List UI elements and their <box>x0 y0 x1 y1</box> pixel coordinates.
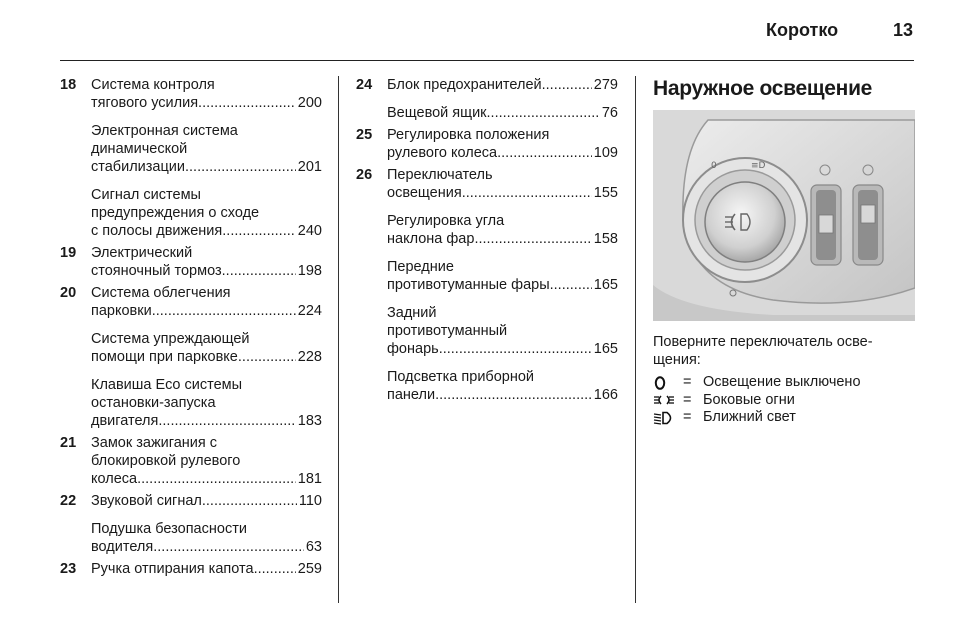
legend-row-off: = Освещение выключено <box>653 374 861 392</box>
entry-leader-line <box>387 276 618 294</box>
entry-text: динамической <box>91 141 188 157</box>
entry-leader-line <box>91 158 322 176</box>
dot-leader <box>202 492 297 510</box>
page-reference[interactable]: 279 <box>593 77 618 93</box>
index-column-1 <box>60 76 322 582</box>
page-reference[interactable]: 181 <box>297 471 322 487</box>
entry-text: Регулировка положения <box>387 127 550 143</box>
page-reference[interactable]: 228 <box>297 349 322 365</box>
entry-text: Система контроля <box>91 77 215 93</box>
page-reference[interactable]: 224 <box>297 303 322 319</box>
dot-leader <box>222 222 296 240</box>
entry-text: Клавиша Eco системы <box>91 377 243 393</box>
entry-leader-line <box>91 302 322 320</box>
page-reference[interactable]: 201 <box>297 159 322 175</box>
entry-text: предупреждения о сходе <box>91 205 260 221</box>
running-header-title: Коротко <box>766 20 839 40</box>
entry-text: Звуковой сигнал <box>91 493 202 509</box>
index-entry <box>60 434 322 488</box>
dot-leader <box>474 230 591 248</box>
entry-text: Ручка отпирания капота <box>91 561 254 577</box>
entry-leader-line <box>387 340 618 358</box>
index-entry <box>356 76 618 94</box>
entry-text: двигателя <box>91 413 159 429</box>
dot-leader <box>238 348 296 366</box>
entry-text: Задний <box>387 305 437 321</box>
legend-row-low-beam: = Ближний свет <box>653 409 861 427</box>
index-entry <box>60 560 322 578</box>
page-reference[interactable]: 183 <box>297 413 322 429</box>
entry-leader-line <box>91 94 322 112</box>
entry-text: освещения <box>387 185 462 201</box>
entry-text: Переключатель <box>387 167 493 183</box>
entry-leader-line <box>387 76 618 94</box>
index-entry <box>356 166 618 202</box>
light-switch-illustration <box>653 110 915 321</box>
legend-text-low-beam: Ближний свет <box>703 409 796 425</box>
low-beam-icon <box>653 411 683 425</box>
entry-text: Регулировка угла <box>387 213 505 229</box>
dot-leader <box>152 302 296 320</box>
page-reference[interactable]: 198 <box>297 263 322 279</box>
dot-leader <box>439 340 592 358</box>
entry-leader-line <box>387 230 618 248</box>
callout-number: 20 <box>60 285 77 301</box>
dot-leader <box>185 158 296 176</box>
entry-leader-line <box>91 412 322 430</box>
page-reference[interactable]: 109 <box>593 145 618 161</box>
entry-leader-line <box>91 492 322 510</box>
dot-leader <box>158 412 295 430</box>
index-entry <box>60 284 322 320</box>
entry-text: Блок предохранителей <box>387 77 542 93</box>
entry-leader-line <box>91 222 322 240</box>
index-entry <box>60 376 322 430</box>
page-reference[interactable]: 165 <box>593 277 618 293</box>
entry-leader-line <box>91 560 322 578</box>
index-entry <box>60 520 322 556</box>
entry-text: с полосы движения <box>91 223 223 239</box>
entry-leader-line <box>387 184 618 202</box>
index-entry <box>356 258 618 294</box>
callout-number: 21 <box>60 435 77 451</box>
dot-leader <box>222 262 296 280</box>
page-reference[interactable]: 76 <box>601 105 618 121</box>
side-lights-icon <box>653 393 683 407</box>
column-divider <box>635 76 636 603</box>
entry-text: Передние <box>387 259 454 275</box>
page-reference[interactable]: 158 <box>593 231 618 247</box>
entry-text: Подушка безопасности <box>91 521 247 537</box>
index-entry <box>356 368 618 404</box>
column-divider <box>338 76 339 603</box>
page-reference[interactable]: 63 <box>305 539 322 555</box>
callout-number: 26 <box>356 167 373 183</box>
dot-leader <box>254 560 296 578</box>
legend-text-off: Освещение выключено <box>703 374 861 390</box>
page-reference[interactable]: 240 <box>297 223 322 239</box>
entry-text: Система облегчения <box>91 285 231 301</box>
entry-leader-line <box>387 104 618 122</box>
index-entry <box>356 104 618 122</box>
entry-text: Электрический <box>91 245 193 261</box>
index-entry <box>60 76 322 112</box>
light-switch-drawing <box>653 110 915 321</box>
dot-leader <box>435 386 592 404</box>
index-entry <box>356 212 618 248</box>
dial-label-lowbeam: ≡D <box>751 161 766 171</box>
entry-text: панели <box>387 387 436 403</box>
dot-leader <box>550 276 592 294</box>
callout-number: 19 <box>60 245 77 261</box>
index-entry <box>356 304 618 358</box>
callout-number: 18 <box>60 77 77 93</box>
entry-text: Сигнал системы <box>91 187 201 203</box>
dial-label-off: 0 <box>711 161 717 171</box>
entry-text: водителя <box>91 539 154 555</box>
page-number: 13 <box>893 20 914 40</box>
callout-number: 22 <box>60 493 77 509</box>
section-description: Поверните переключатель осве- щения: <box>653 334 873 368</box>
entry-leader-line <box>387 144 618 162</box>
legend-text-side-lights: Боковые огни <box>703 391 795 408</box>
entry-text: фонарь <box>387 341 439 357</box>
index-entry <box>60 122 322 176</box>
entry-text: парковки <box>91 303 152 319</box>
page-reference[interactable]: 200 <box>297 95 322 111</box>
dot-leader <box>497 144 592 162</box>
index-entry <box>60 330 322 366</box>
callout-number: 23 <box>60 561 77 577</box>
index-entry <box>60 244 322 280</box>
symbol-legend <box>653 374 861 427</box>
entry-text: Система упреждающей <box>91 331 250 347</box>
entry-text: стояночный тормоз <box>91 263 222 279</box>
callout-number: 25 <box>356 127 373 143</box>
entry-text: колеса <box>91 471 138 487</box>
index-entry <box>60 492 322 510</box>
entry-text: помощи при парковке <box>91 349 238 365</box>
entry-text: наклона фар <box>387 231 475 247</box>
entry-leader-line <box>91 538 322 556</box>
entry-text: Замок зажигания с <box>91 435 218 451</box>
page-reference[interactable]: 165 <box>593 341 618 357</box>
entry-text: противотуманный <box>387 323 508 339</box>
off-symbol-icon <box>653 376 683 390</box>
entry-text: остановки-запуска <box>91 395 216 411</box>
entry-leader-line <box>91 470 322 488</box>
index-column-2 <box>356 76 618 408</box>
index-entry <box>356 126 618 162</box>
callout-number: 24 <box>356 77 373 93</box>
entry-text: Вещевой ящик <box>387 105 487 121</box>
dot-leader <box>153 538 304 556</box>
section-title: Наружное освещение <box>653 77 873 100</box>
dot-leader <box>487 104 600 122</box>
section-column <box>653 76 915 425</box>
page-reference[interactable]: 259 <box>297 561 322 577</box>
entry-leader-line <box>91 262 322 280</box>
page-reference[interactable]: 155 <box>593 185 618 201</box>
entry-text: противотуманные фары <box>387 277 550 293</box>
dot-leader <box>137 470 296 488</box>
page-reference[interactable]: 110 <box>298 493 322 509</box>
legend-row-side-lights: = Боковые огни <box>653 392 861 410</box>
header-rule <box>60 60 914 61</box>
entry-text: стабилизации <box>91 159 185 175</box>
page-reference[interactable]: 166 <box>593 387 618 403</box>
entry-text: рулевого колеса <box>387 145 498 161</box>
entry-leader-line <box>387 386 618 404</box>
entry-text: Подсветка приборной <box>387 369 535 385</box>
entry-text: Электронная система <box>91 123 238 139</box>
entry-leader-line <box>91 348 322 366</box>
dot-leader <box>542 76 592 94</box>
entry-text: тягового усилия <box>91 95 199 111</box>
index-entry <box>60 186 322 240</box>
entry-text: блокировкой рулевого <box>91 453 241 469</box>
dot-leader <box>462 184 592 202</box>
dot-leader <box>198 94 296 112</box>
